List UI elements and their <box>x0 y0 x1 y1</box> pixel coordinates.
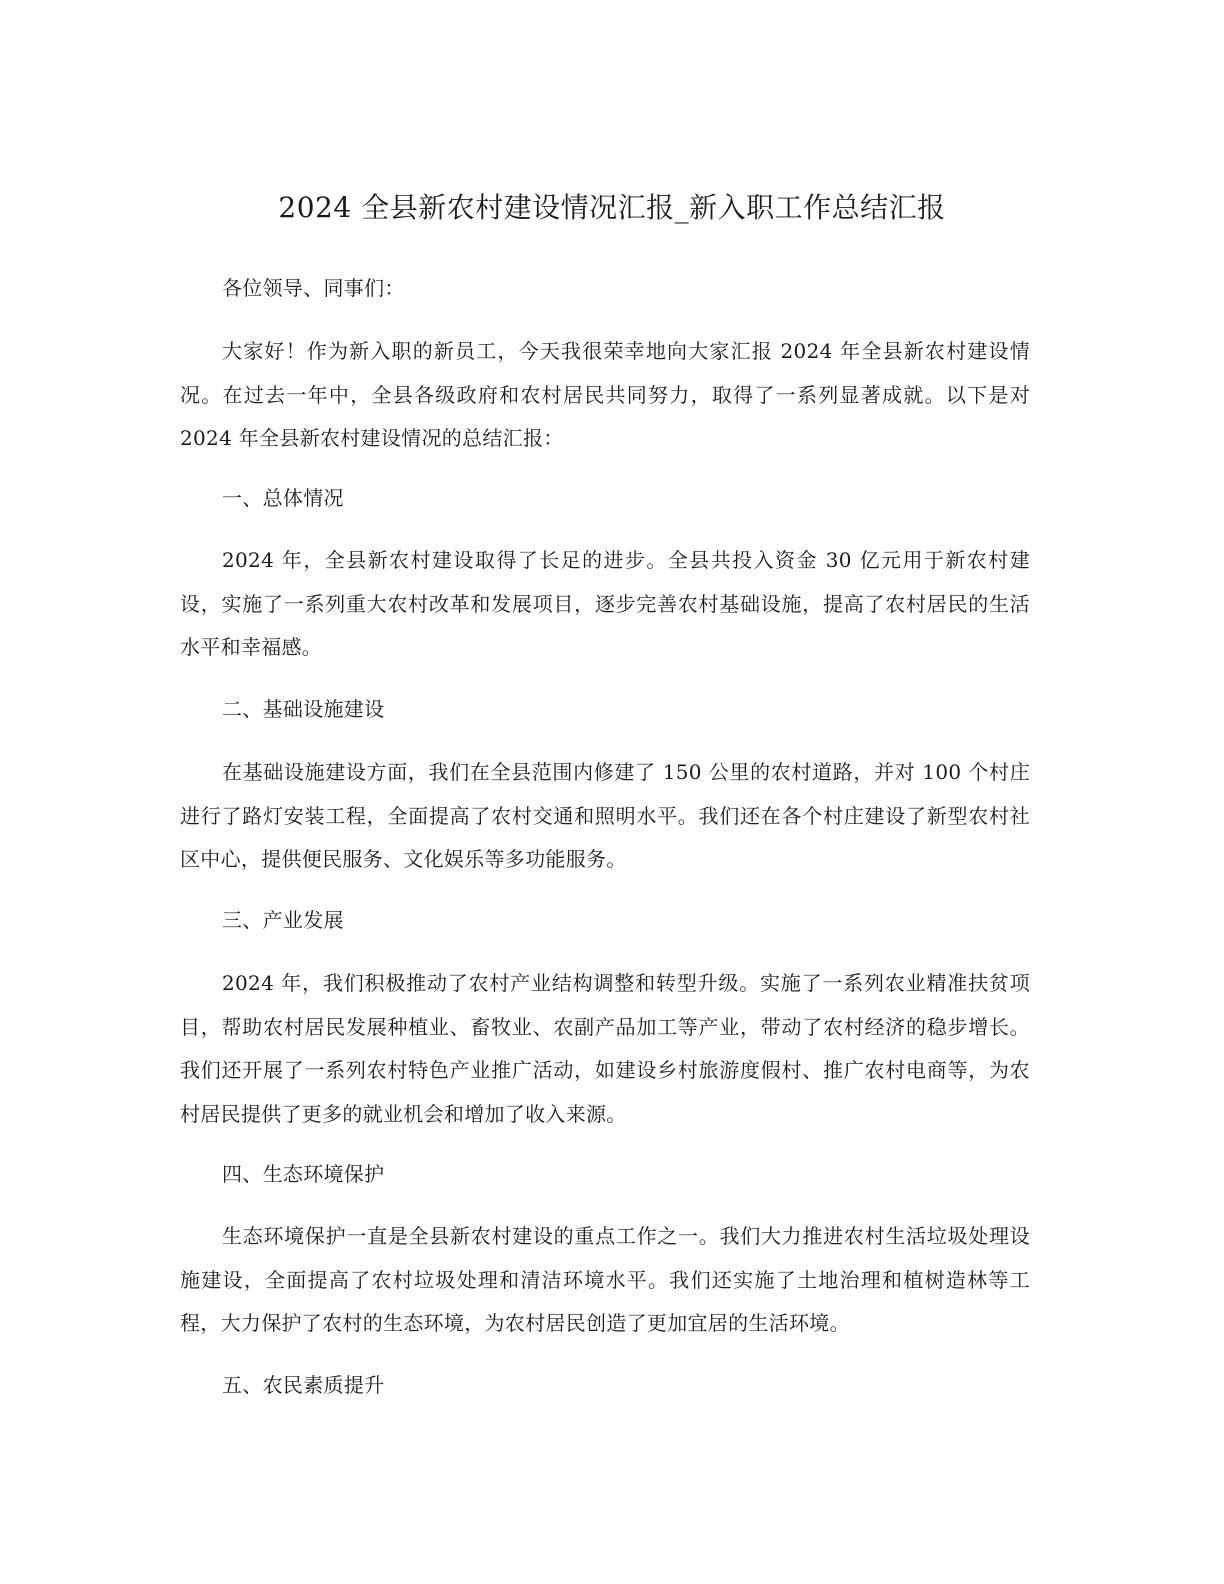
greeting: 各位领导、同事们： <box>222 276 405 300</box>
section-heading-industry: 三、产业发展 <box>222 908 344 932</box>
intro-paragraph: 大家好！作为新入职的新员工，今天我很荣幸地向大家汇报 2024 年全县新农村建设情况。在过去一年中，全县各级政府和农村居民共同努力，取得了一系列显著成就。以下是对 2024 年全县新农村建设情况的总结汇报： <box>180 339 1030 450</box>
section-heading-ecology: 四、生态环境保护 <box>222 1162 385 1186</box>
document-title: 2024 全县新农村建设情况汇报_新入职工作总结汇报 <box>278 191 946 224</box>
section-body-overview: 2024 年，全县新农村建设取得了长足的进步。全县共投入资金 30 亿元用于新农村建设，实施了一系列重大农村改革和发展项目，逐步完善农村基础设施，提高了农村居民的生活水平和幸福感。 <box>180 548 1030 659</box>
section-heading-farmer-quality: 五、农民素质提升 <box>222 1373 385 1397</box>
section-body-infrastructure: 在基础设施建设方面，我们在全县范围内修建了 150 公里的农村道路，并对 100 个村庄进行了路灯安装工程，全面提高了农村交通和照明水平。我们还在各个村庄建设了新型农村社区中心，提供便民服务、文化娱乐等多功能服务。 <box>180 760 1030 871</box>
section-body-ecology: 生态环境保护一直是全县新农村建设的重点工作之一。我们大力推进农村生活垃圾处理设施建设，全面提高了农村垃圾处理和清洁环境水平。我们还实施了土地治理和植树造林等工程，大力保护了农村的生态环境，为农村居民创造了更加宜居的生活环境。 <box>180 1224 1030 1335</box>
section-heading-overview: 一、总体情况 <box>222 486 344 510</box>
section-body-industry: 2024 年，我们积极推动了农村产业结构调整和转型升级。实施了一系列农业精准扶贫项目，帮助农村居民发展种植业、畜牧业、农副产品加工等产业，带动了农村经济的稳步增长。我们还开展了一系列农村特色产业推广活动，如建设乡村旅游度假村、推广农村电商等，为农村居民提供了更多的就业机会和增加了收入来源。 <box>180 971 1030 1126</box>
section-heading-infrastructure: 二、基础设施建设 <box>222 697 385 721</box>
